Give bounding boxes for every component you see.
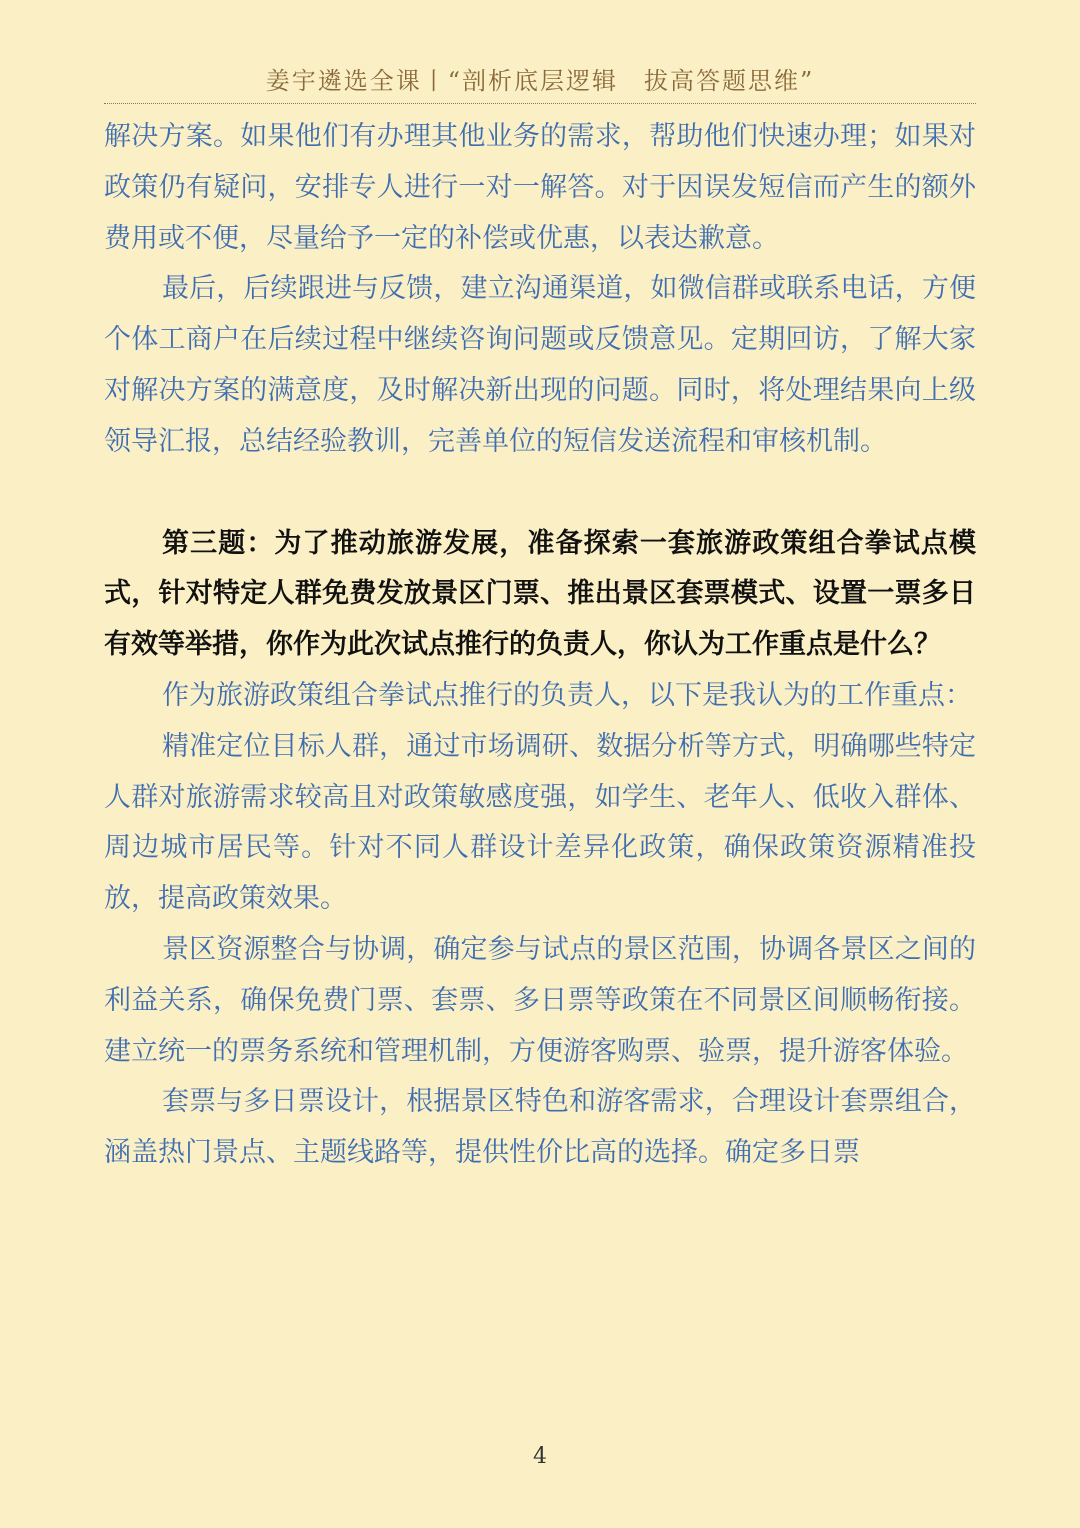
answer-intro: 作为旅游政策组合拳试点推行的负责人，以下是我认为的工作重点： <box>162 679 972 711</box>
paragraph-gap <box>104 468 976 519</box>
answer-paragraph-1: 解决方案。如果他们有办理其他业务的需求，帮助他们快速办理；如果对政策仍有疑问，安排专人进行一对一解答。对于因误发短信而产生的额外费用或不便，尽量给予一定的补偿或优惠，以表达歉意。 <box>104 121 976 254</box>
page-number: 4 <box>533 1444 547 1469</box>
page-content <box>104 112 976 1179</box>
answer-point-1: 精准定位目标人群，通过市场调研、数据分析等方式，明确哪些特定人群对旅游需求较高且对政策敏感度强，如学生、老年人、低收入群体、周边城市居民等。针对不同人群设计差异化政策，确保政策资源精准投放，提高政策效果。 <box>104 730 976 915</box>
answer-point-3: 套票与多日票设计，根据景区特色和游客需求，合理设计套票组合，涵盖热门景点、主题线路等，提供性价比高的选择。确定多日票 <box>104 1086 976 1169</box>
answer-paragraph-2: 最后，后续跟进与反馈，建立沟通渠道，如微信群或联系电话，方便个体工商户在后续过程中继续咨询问题或反馈意见。定期回访，了解大家对解决方案的满意度，及时解决新出现的问题。同时，将处理结果向上级领导汇报，总结经验教训，完善单位的短信发送流程和审核机制。 <box>104 273 976 457</box>
page-header: 姜宇遴选全课丨“剖析底层逻辑 拔高答题思维” <box>104 64 976 104</box>
question-paragraph: 第三题：为了推动旅游发展，准备探索一套旅游政策组合拳试点模式，针对特定人群免费发放景区门票、推出景区套票模式、设置一票多日有效等举措，你作为此次试点推行的负责人，你认为工作重点是什么？ <box>104 527 976 661</box>
answer-point-2: 景区资源整合与协调，确定参与试点的景区范围，协调各景区之间的利益关系，确保免费门票、套票、多日票等政策在不同景区间顺畅衔接。建立统一的票务系统和管理机制，方便游客购票、验票，提升游客体验。 <box>104 933 976 1067</box>
